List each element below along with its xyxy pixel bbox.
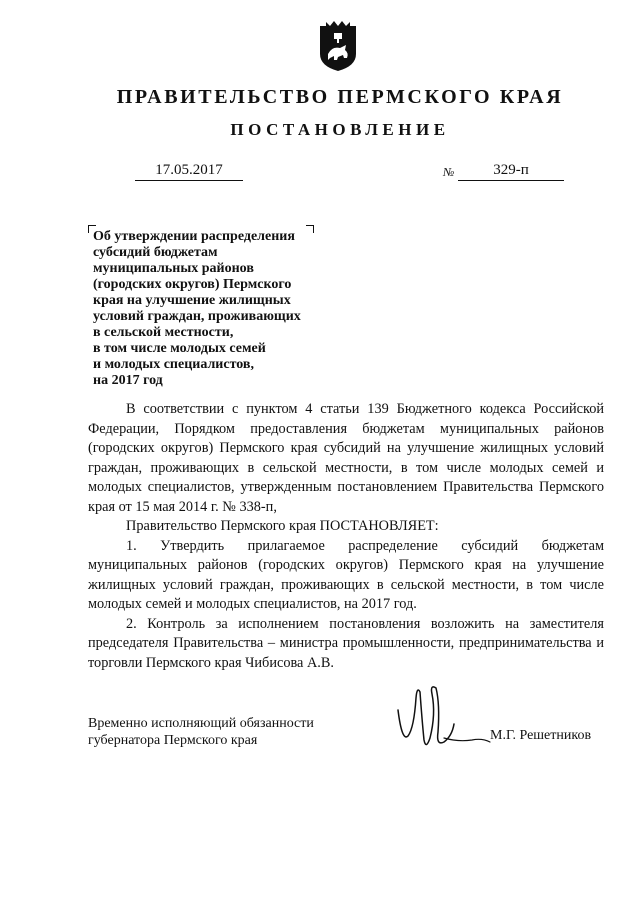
document-date: 17.05.2017 (135, 162, 243, 181)
subject-line: Об утверждении распределения (93, 229, 295, 244)
document-number: 329-п (458, 162, 564, 181)
preamble-paragraph: В соответствии с пунктом 4 статьи 139 Бюджетного кодекса Российской Федерации, Порядком предоставления бюджетам муниципальных районов (городских округов) Пермского края субсидий на улучшение жилищных условий граждан, проживающих в сельской местности, в том числе молодых семей и молодых специалистов, утвержденным постановлением Правительства Пермского края от 15 мая 2014 г. № 338-п, (88, 401, 604, 515)
signer-title (88, 715, 314, 749)
subject-line: на 2017 год (93, 373, 163, 388)
clause-2-paragraph: 2. Контроль за исполнением постановления возложить на заместителя председателя Правительства – министра промышленности, предпринимательства и торговли Пермского края Чибисова А.В. (88, 615, 604, 671)
number-sign: № (443, 165, 455, 179)
subject-line: условий граждан, проживающих (93, 309, 301, 324)
subject-line: края на улучшение жилищных (93, 293, 291, 308)
document-type: ПОСТАНОВЛЕНИЕ (230, 120, 450, 139)
subject-line: и молодых специалистов, (93, 357, 254, 372)
handwritten-signature (392, 680, 492, 756)
resolves-paragraph: Правительство Пермского края ПОСТАНОВЛЯЕТ: (126, 518, 439, 534)
signer-title-line: Временно исполняющий обязанности (88, 716, 314, 731)
subject-line: (городских округов) Пермского (93, 277, 292, 292)
subject-line: муниципальных районов (93, 261, 254, 276)
document-subject (93, 229, 333, 389)
subject-line: субсидий бюджетам (93, 245, 218, 260)
subject-line: в том числе молодых семей (93, 341, 266, 356)
signer-title-line: губернатора Пермского края (88, 733, 258, 748)
document-body (88, 400, 604, 673)
clause-1-paragraph: 1. Утвердить прилагаемое распределение субсидий бюджетам муниципальных районов (городских округов) Пермского края на улучшение жилищных условий граждан, проживающих в сельской местности, в том числе молодых семей и молодых специалистов, на 2017 год. (88, 537, 604, 612)
signer-name: М.Г. Решетников (490, 728, 592, 743)
coat-of-arms-icon (318, 20, 358, 72)
government-title: ПРАВИТЕЛЬСТВО ПЕРМСКОГО КРАЯ (116, 86, 564, 108)
subject-line: в сельской местности, (93, 325, 234, 340)
